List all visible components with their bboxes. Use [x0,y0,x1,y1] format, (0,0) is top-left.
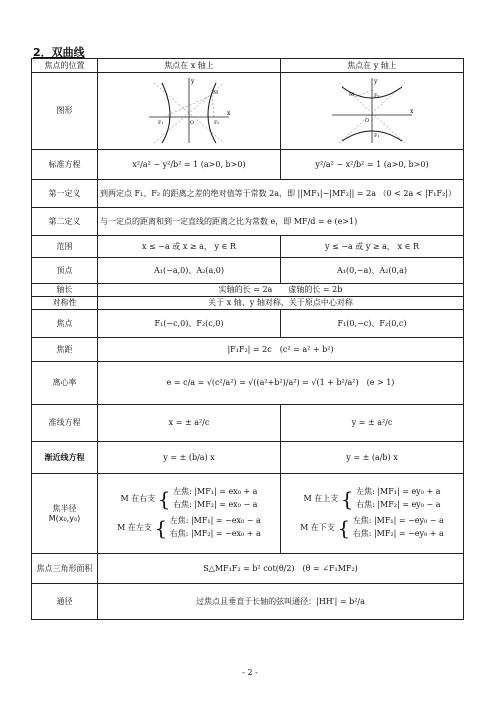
radius-x-right-1: 左焦: |MF₁| = ex₀ + a [173,487,258,497]
graph-x-f1: F₁ [158,119,164,126]
def2-label: 第二定义 [32,208,98,236]
radius-row [32,474,464,554]
std-x: x²/a² − y²/b² = 1 (a>0, b>0) [98,150,281,180]
graph-x-origin: O [190,119,195,126]
focus-x: F₁(−c,0)、F₂(c,0) [98,310,281,338]
vertex-label: 顶点 [32,258,98,284]
axis-row [32,284,464,297]
def1-label: 第一定义 [32,180,98,208]
tri-text: S△MF₁F₂ = b² cot(θ/2) (θ = ∠F₁MF₂) [98,554,464,584]
vertex-x: A₁(−a,0)、A₂(a,0) [98,258,281,284]
radius-y-down-2: 右焦: |MF₂| = −ey₀ + a [352,528,444,538]
fdist-text: |F₁F₂| = 2c (c² = a² + b²) [98,338,464,362]
range-label: 范围 [32,236,98,258]
sym-text: 关于 x 轴、y 轴对称，关于原点中心对称 [98,297,464,310]
graph-x-cell [98,73,281,150]
vertex-row [32,258,464,284]
std-label: 标准方程 [32,150,98,180]
vertex-y: A₁(0,−a)、A₂(0,a) [281,258,464,284]
radius-x: M 在右支 { 左焦: |MF₁| = ex₀ + a 右焦: |MF₂| = ex₀ − a M 在左支 { 左焦: |MF₁| = −ex₀ − a 右焦: |MF₂| = −ex₀ + a [98,474,281,554]
directrix-x: x = ± a²/c [98,405,281,442]
hyperbola-y-graph [327,75,417,145]
header-row [32,59,464,73]
focus-row [32,310,464,338]
range-x: x ≤ −a 或 x ≥ a， y ∈ R [98,236,281,258]
graph-y-origin: O [365,117,370,124]
radius-x-left-2: 右焦: |MF₂| = −ex₀ + a [169,528,261,538]
radius-y-down-head: M 在下支 [300,522,335,532]
def2-cell [98,208,464,236]
asym-row [32,442,464,474]
radius-x-left-head: M 在左支 [117,522,152,532]
chord-text: 过焦点且垂直于长轴的弦叫通径：|HH′| = b²/a [98,584,464,620]
hyperbola-table [31,58,464,620]
radius-y-up-head: M 在上支 [303,494,339,504]
directrix-row [32,405,464,442]
chord-label: 通径 [32,584,98,620]
section-heading: 2．双曲线 [33,46,85,59]
directrix-label: 准线方程 [32,405,98,442]
range-y: y ≤ −a 或 y ≥ a， x ∈ R [281,236,464,258]
focus-y: F₁(0,−c)、F₂(0,c) [281,310,464,338]
graph-y-m: M [349,91,355,98]
graph-row [32,73,464,150]
header-label: 焦点的位置 [32,59,98,73]
radius-x-left-1: 左焦: |MF₁| = −ex₀ − a [169,516,261,525]
radius-y-up-2: 右焦: |MF₂| = ey₀ − a [356,500,441,510]
def1-row [32,180,464,208]
graph-y-cell [281,73,464,150]
axis-label: 轴长 [32,284,98,297]
graph-x-ylabel: y [191,77,195,85]
fdist-label: 焦距 [32,338,98,362]
radius-label: 焦半径 [52,503,77,513]
radius-x-right-head: M 在右支 [120,494,156,504]
def2-row [32,208,464,236]
def2-text: 与一定点的距离和到一定直线的距离之比为常数 e，即 [100,216,292,226]
radius-y-up-1: 左焦: |MF₁| = ey₀ + a [356,487,441,497]
sym-label: 对称性 [32,297,98,310]
ecc-label: 离心率 [32,362,98,405]
ecc-text: e = c/a = √(c²/a²) = √((a²+b²)/a²) = √(1 + b²/a²) (e > 1) [98,362,464,405]
std-row [32,150,464,180]
radius-x-right-2: 右焦: |MF₂| = ex₀ − a [173,500,258,510]
axis-text: 实轴的长 = 2a 虚轴的长 = 2b [98,284,464,297]
header-y-col: 焦点在 y 轴上 [281,59,464,73]
radius-label-cell [32,474,98,554]
graph-x-xlabel: x [227,109,231,117]
hyperbola-x-graph [144,75,234,145]
fdist-row [32,338,464,362]
directrix-y: y = ± a²/c [281,405,464,442]
range-row [32,236,464,258]
radius-y-down-1: 左焦: |MF₁| = −ey₀ − a [352,516,444,525]
asym-x: y = ± (b/a) x [98,442,281,474]
header-x-col: 焦点在 x 轴上 [98,59,281,73]
graph-y-f2: F₂ [374,92,380,99]
graph-label: 图形 [32,73,98,150]
focus-label: 焦点 [32,310,98,338]
graph-x-m: M [213,89,219,96]
chord-row [32,584,464,620]
page-number: - 2 - [242,668,258,677]
asym-label: 渐近线方程 [32,442,98,474]
radius-y: M 在上支 { 左焦: |MF₁| = ey₀ + a 右焦: |MF₂| = ey₀ − a M 在下支 { 左焦: |MF₁| = −ey₀ − a 右焦: |MF₂| = −ey₀ + a [281,474,464,554]
radius-label2: M(x₀,y₀) [48,513,81,523]
tri-row [32,554,464,584]
def2-formula: MF/d = e (e>1) [293,216,358,226]
tri-label: 焦点三角形面积 [32,554,98,584]
sym-row [32,297,464,310]
asym-y: y = ± (a/b) x [281,442,464,474]
graph-y-xlabel: x [410,107,414,115]
ecc-row [32,362,464,405]
graph-y-ylabel: y [374,77,378,85]
graph-y-f1: F₁ [374,132,380,139]
std-y: y²/a² − x²/b² = 1 (a>0, b>0) [281,150,464,180]
graph-x-f2: F₂ [214,119,220,126]
def1-text: 到两定点 F₁、F₂ 的距离之差的绝对值等于常数 2a，即 ||MF₁|−|MF₂|| = 2a （0 < 2a < |F₁F₂|） [98,180,464,208]
